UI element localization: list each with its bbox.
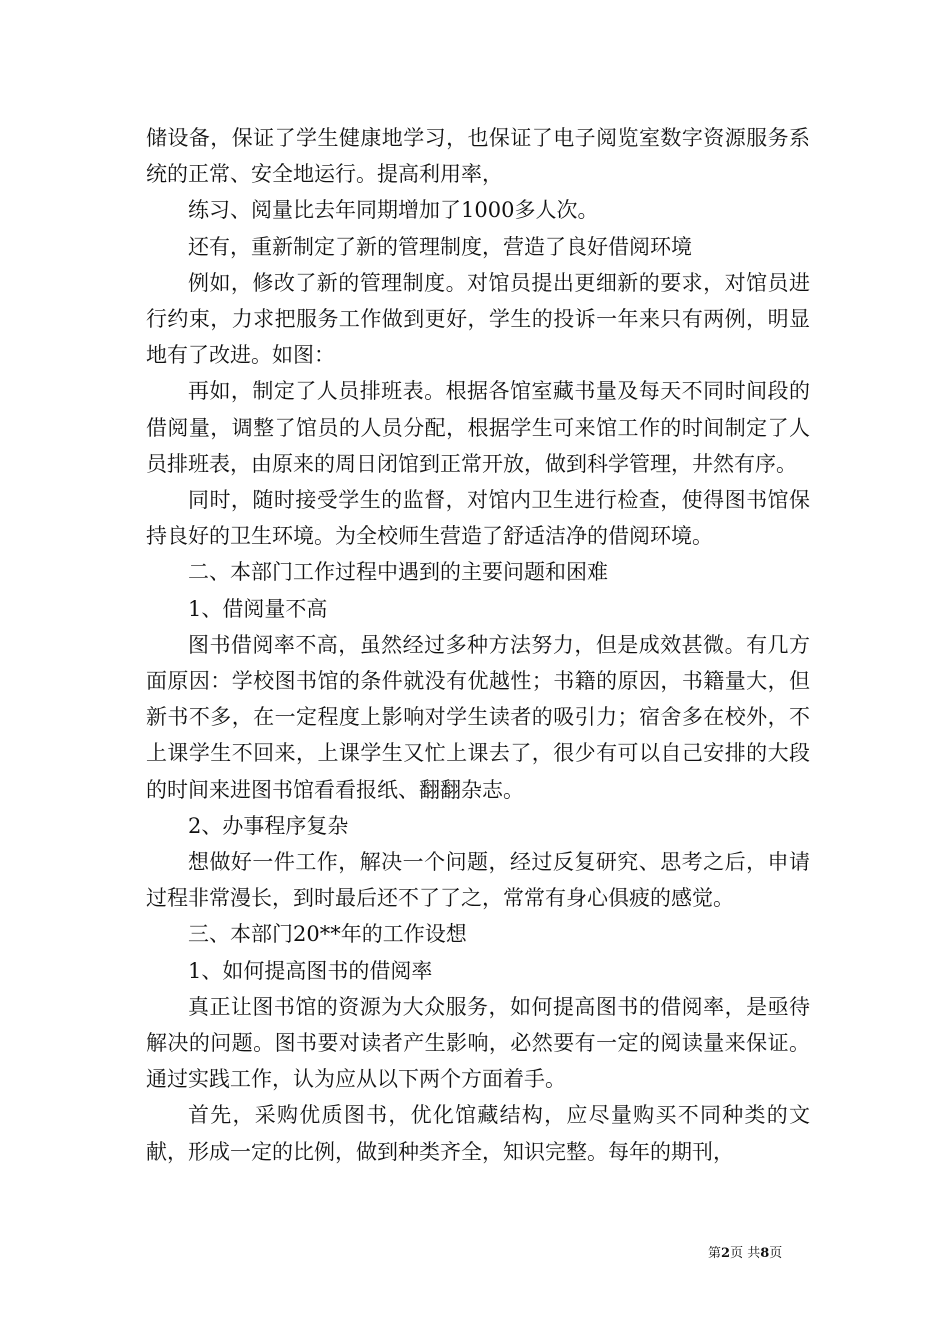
footer-prefix: 第: [708, 1246, 722, 1261]
paragraph: 图书借阅率不高，虽然经过多种方法努力，但是成效甚微。有几方面原因：学校图书馆的条件就没有优越性；书籍的原因，书籍量大，但新书不多，在一定程度上影响对学生读者的吸引力；宿舍多在校外，不上课学生不回来，上课学生又忙上课去了，很少有可以自己安排的大段的时间来进图书馆看看报纸、翻翻杂志。: [146, 632, 810, 802]
paragraph: 想做好一件工作，解决一个问题，经过反复研究、思考之后，申请过程非常漫长，到时最后还不了了之，常常有身心俱疲的感觉。: [146, 850, 810, 911]
paragraph: 例如，修改了新的管理制度。对馆员提出更细新的要求，对馆员进行约束，力求把服务工作做到更好，学生的投诉一年来只有两例，明显地有了改进。如图：: [146, 270, 810, 368]
paragraph: 首先，采购优质图书，优化馆藏结构，应尽量购买不同种类的文献，形成一定的比例，做到种类齐全，知识完整。每年的期刊，: [146, 1103, 810, 1164]
current-page-number: 2: [721, 1246, 731, 1261]
paragraph: 同时，随时接受学生的监督，对馆内卫生进行检查，使得图书馆保持良好的卫生环境。为全校师生营造了舒适洁净的借阅环境。: [146, 488, 810, 549]
subsection-heading: 1、如何提高图书的借阅率: [188, 958, 433, 983]
paragraph: 真正让图书馆的资源为大众服务，如何提高图书的借阅率，是亟待解决的问题。图书要对读者产生影响，必然要有一定的阅读量来保证。通过实践工作，认为应从以下两个方面着手。: [146, 994, 810, 1092]
subsection-heading: 2、办事程序复杂: [188, 813, 349, 838]
paragraph: 练习、阅量比去年同期增加了1000多人次。: [188, 198, 599, 223]
subsection-heading: 1、借阅量不高: [188, 596, 328, 621]
footer-suffix: 页: [769, 1246, 783, 1261]
document-body: [146, 120, 810, 1170]
footer-middle: 页 共: [730, 1246, 761, 1261]
paragraph: 还有，重新制定了新的管理制度，营造了良好借阅环境: [188, 234, 692, 259]
total-pages-number: 8: [760, 1246, 770, 1261]
paragraph: 再如，制定了人员排班表。根据各馆室藏书量及每天不同时间段的借阅量，调整了馆员的人员分配，根据学生可来馆工作的时间制定了人员排班表，由原来的周日闭馆到正常开放，做到科学管理，井然有序。: [146, 379, 810, 476]
section-heading: 二、本部门工作过程中遇到的主要问题和困难: [188, 560, 608, 585]
page-footer: [708, 1246, 782, 1262]
section-heading: 三、本部门20**年的工作设想: [188, 922, 467, 947]
paragraph: 储设备，保证了学生健康地学习，也保证了电子阅览室数字资源服务系统的正常、安全地运行。提高利用率，: [146, 126, 810, 187]
